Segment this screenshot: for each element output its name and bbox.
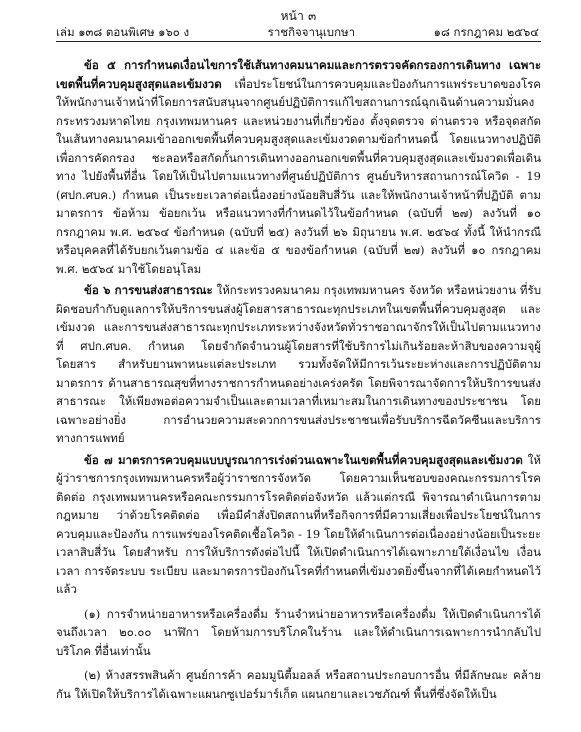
document-body — [56, 56, 541, 703]
volume-info: เล่ม ๑๓๘ ตอนพิเศษ ๑๖๐ ง — [56, 25, 190, 39]
section-5 — [56, 56, 541, 278]
section-6-heading: ข้อ ๖ การขนส่งสาธารณะ — [84, 283, 213, 297]
gazette-title: ราชกิจจานุเบกษา — [267, 25, 356, 39]
section-7-heading: ข้อ ๗ มาตรการควบคุมแบบบูรณาการเร่งด่วนเฉพาะในเขตพื้นที่ควบคุมสูงสุดและเข้มงวด — [84, 452, 523, 467]
section-6 — [56, 281, 541, 448]
publication-date: ๑๘ กรกฎาคม ๒๕๖๔ — [433, 25, 539, 39]
list-item-1: (๑) การจำหน่ายอาหารหรือเครื่องดื่ม ร้านจำหน่ายอาหารหรือเครื่องดื่ม ให้เปิดดำเนินการได้ จนถึงเวลา ๒๐.๐๐ นาฬิกา โดยห้ามการบริโภคในร้าน และให้ดำเนินการเฉพาะการนำกลับไปบริโภค ที่อื่นเท่านั้น — [56, 606, 541, 658]
section-5-heading: ข้อ ๕ การกำหนดเงื่อนไขการใช้เส้นทางคมนาคมและการตรวจคัดกรองการเดินทาง เฉพาะเขตพื้นที่ควบคุมสูงสุดและเข้มงวด — [56, 58, 541, 91]
running-header — [56, 24, 541, 42]
section-5-text: เพื่อประโยชน์ในการควบคุมและป้องกันการแพร่ระบาดของโรค ให้พนักงานเจ้าหน้าที่โดยการสนับสนุนจากศูนย์ปฏิบัติการแก้ไขสถานการณ์ฉุกเฉินด้านความมั่นคง กระทรวงมหาดไทย กรุงเทพมหานคร และหน่วยงานที่เกี่ยวข้อง ตั้งจุดตรวจ ด่านตรวจ หรือจุดสกัด ในเส้นทางคมนาคมเข้าออกเขตพื้นที่ควบคุมสูงสุดและเข้มงวดตามข้อกำหนดนี้ โดยแนวทางปฏิบัติ เพื่อการคัดกรอง ชะลอหรือสกัดกั้นการเดินทางออกนอกเขตพื้นที่ควบคุมสูงสุดและเข้มงวดเพื่อเดินทาง ไปยังพื้นที่อื่น โดยให้เป็นไปตามแนวทางที่ศูนย์ปฏิบัติการ ศูนย์บริหารสถานการณ์โควิด - 19 (ศปก.ศบค.) กำหนด เป็นระยะเวลาต่อเนื่องอย่างน้อยสิบสี่วัน และให้พนักงานเจ้าหน้าที่ปฏิบัติ ตามมาตรการ ข้อห้าม ข้อยกเว้น หรือแนวทางที่กำหนดไว้ในข้อกำหนด (ฉบับที่ ๒๗) ลงวันที่ ๑๐ กรกฎาคม พ.ศ. ๒๕๖๔ ข้อกำหนด (ฉบับที่ ๒๕) ลงวันที่ ๒๖ มิถุนายน พ.ศ. ๒๕๖๔ ทั้งนี้ ให้นำกรณีหรือบุคคลที่ได้รับยกเว้นตามข้อ ๔ และข้อ ๕ ของข้อกำหนด (ฉบับที่ ๒๗) ลงวันที่ ๑๐ กรกฎาคม พ.ศ. ๒๕๖๔ มาใช้โดยอนุโลม — [56, 76, 541, 276]
section-7 — [56, 451, 541, 599]
list-item-2: (๒) ห้างสรรพสินค้า ศูนย์การค้า คอมมูนิตี้มอลล์ หรือสถานประกอบการอื่น ที่มีลักษณะ คล้ายกัน ให้เปิดให้บริการได้เฉพาะแผนกซูเปอร์มาร์เก็ต แผนกยาและเวชภัณฑ์ พื้นที่ซึ่งจัดให้เป็น — [56, 668, 541, 701]
section-7-text: ให้ผู้ว่าราชการกรุงเทพมหานครหรือผู้ว่าราชการจังหวัด โดยความเห็นชอบของคณะกรรมการโรคติดต่อ กรุงเทพมหานครหรือคณะกรรมการโรคติดต่อจังหวัด แล้วแต่กรณี พิจารณาดำเนินการตามกฎหมาย ว่าด้วยโรคติดต่อ เพื่อมีคำสั่งปิดสถานที่หรือกิจการที่มีความเสี่ยงเพื่อประโยชน์ในการควบคุมและป้องกัน การแพร่ของโรคติดเชื้อโควิด - 19 โดยให้ดำเนินการต่อเนื่องอย่างน้อยเป็นระยะเวลาสิบสี่วัน โดยสำหรับ การให้บริการดังต่อไปนี้ ให้เปิดดำเนินการได้เฉพาะภายใต้เงื่อนไข เงื่อนเวลา การจัดระบบ ระเบียบ และมาตรการป้องกันโรคที่กำหนดที่เข้มงวดยิ่งขึ้นจากที่ได้เคยกำหนดไว้แล้ว — [56, 452, 541, 596]
section-6-text: ให้กระทรวงคมนาคม กรุงเทพมหานคร จังหวัด หรือหน่วยงาน ที่รับผิดชอบกำกับดูแลการให้บริการขนส่งผู้โดยสารสาธารณะทุกประเภทในเขตพื้นที่ควบคุมสูงสุด และเข้มงวด และการขนส่งสาธารณะทุกประเภทระหว่างจังหวัดทั่วราชอาณาจักรให้เป็นไปตามแนวทาง ที่ ศปก.ศบค. กำหนด โดยจำกัดจำนวนผู้โดยสารที่ใช้บริการไม่เกินร้อยละห้าสิบของความจุผู้โดยสาร สำหรับยานพาหนะแต่ละประเภท รวมทั้งจัดให้มีการเว้นระยะห่างและการปฏิบัติตามมาตรการ ด้านสาธารณสุขที่ทางราชการกำหนดอย่างเคร่งครัด โดยพิจารณาจัดการให้บริการขนส่งสาธารณะ ให้เพียงพอต่อความจำเป็นและตามเวลาที่เหมาะสมในการเดินทางของประชาชน โดยเฉพาะอย่างยิ่ง การอำนวยความสะดวกการขนส่งประชาชนเพื่อรับบริการฉีดวัคซีนและบริการทางการแพทย์ — [56, 283, 541, 445]
page-number: หน้า ๓ — [280, 9, 317, 23]
